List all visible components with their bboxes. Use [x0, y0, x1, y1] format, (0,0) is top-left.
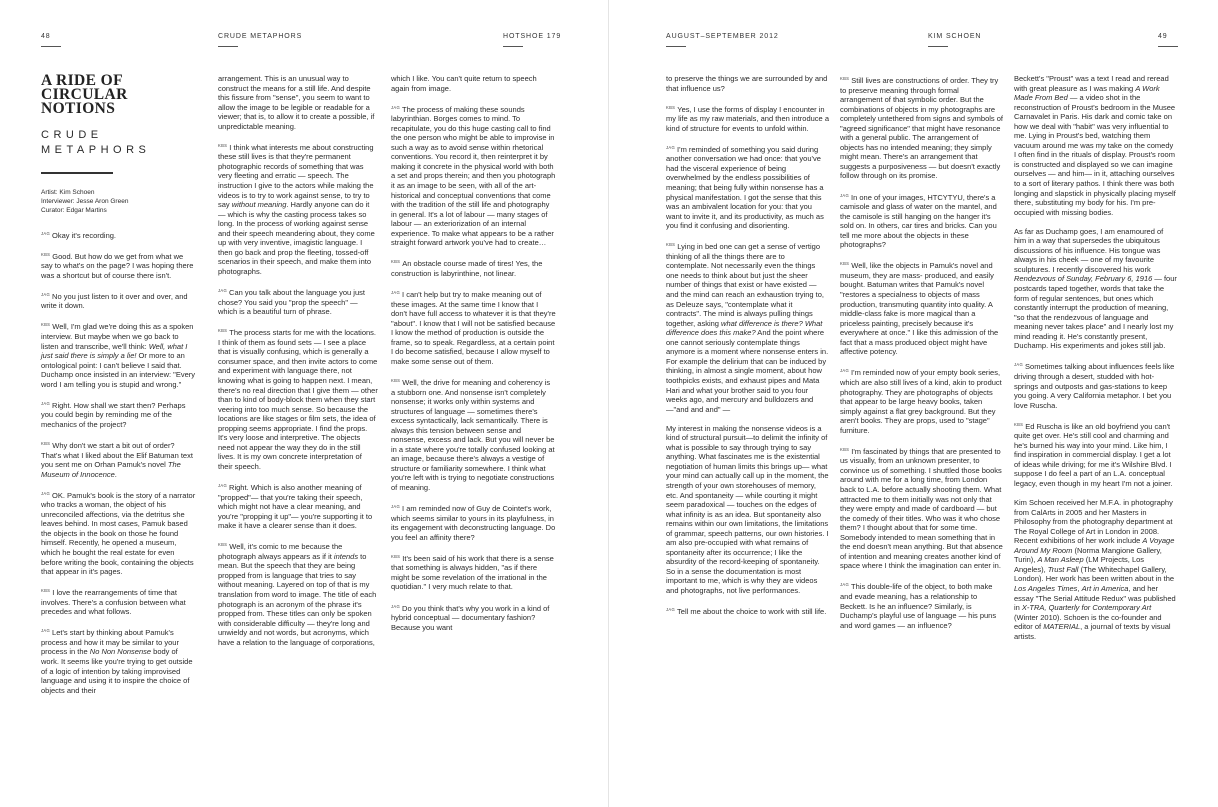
speaker-tag: JAG	[666, 607, 676, 613]
subtitle-line: CRUDE	[41, 129, 103, 141]
interview-paragraph	[391, 376, 556, 493]
paragraph-text: Why don't we start a bit out of order? That's what I liked about the Elif Batuman text you sent me on Orhan Pamuk's novel	[41, 440, 193, 470]
speaker-tag: KBS	[41, 322, 51, 328]
paragraph-text: , and her essay "The Serial Attitude Redux" was published in	[1014, 583, 1176, 613]
right-page	[609, 0, 1218, 807]
interview-paragraph	[666, 424, 829, 596]
paragraph-text: Well, it's comic to me because the photograph always appears as if it	[218, 542, 343, 561]
interview-paragraph	[391, 502, 556, 542]
speaker-tag: JAG	[218, 288, 228, 294]
paragraph-text: Yes, I use the forms of display I encounter in my life as my raw materials, and then introduce a kind of structure for events to unfold within.	[666, 104, 829, 133]
italic-title-text: intends	[333, 551, 359, 561]
interview-paragraph	[1014, 360, 1177, 410]
interview-paragraph	[41, 489, 196, 577]
speaker-tag: JAG	[41, 490, 51, 496]
interview-paragraph	[1014, 74, 1177, 217]
speaker-tag: JAG	[391, 290, 401, 296]
speaker-tag: KBS	[840, 446, 850, 452]
paragraph-text: ,	[1077, 583, 1082, 593]
speaker-tag: JAG	[41, 400, 51, 406]
right-page-number: 49	[1158, 33, 1168, 40]
header-rule	[1158, 46, 1178, 47]
paragraph-text: OK. Pamuk's book is the story of a narrator who tracks a woman, the object of his unreconciled affections, via the detritus she leaves behind. In most cases, Pamuk based the objects in the book on those he found himself. Recently, he opened a museum, which he bought the real estate for even before writing the book, containing the objects that appear in it's pages.	[41, 490, 196, 577]
paragraph-text: Well, I'm glad we're doing this as a spoken interview. But maybe when we go back to listen and transcribe, we'll think:	[41, 322, 194, 351]
paragraph-text: An obstacle course made of tires! Yes, the construction is labyrinthine, not linear.	[391, 259, 543, 278]
speaker-tag: KBS	[41, 440, 51, 446]
article-credits	[41, 188, 196, 215]
interview-paragraph	[218, 540, 378, 647]
interview-paragraph	[41, 586, 196, 617]
paragraph-text: The process starts for me with the locations. I think of them as found sets — I see a place that is visually confusing, which is generally a consumer space, and then invite actors to come and experiment with language there, not knowing what is going to happen next. I mean, there's no real direction that I give them — other than to kind of body-block them when they start veering into too much sense. So because the locations are like stages or film sets, the idea of propping seems appropriate. I find the props. It's very loose and interpretive. The objects need not appear the way they do in the still lives. It is my own concrete interpretation of their speech.	[218, 328, 378, 471]
paragraph-text: Lying in bed one can get a sense of vertigo thinking of all the things there are to contemplate. Not necessarily even the things one needs to think about but just the sheer number of things that exist or have existed — and the mind can reach an exhaustion trying to, as Deleuze says, "contemplate what it contracts". The mind is always pulling things together, asking	[666, 242, 825, 328]
paragraph-text: I think what interests me about constructing these still lives is that they're permanent photographic records of something that was very fleeting and erratic — speech. The instruction I give to the actors while making the videos is to try to work against sense, to try to say	[218, 142, 374, 210]
paragraph-text: arrangement. This is an unusual way to construct the means for a still life. And despite this fissure from "sense", you seem to want to allow the image to be legible or readable for a viewer; that is, to allow it to create a possible, if unpredictable meaning.	[218, 74, 375, 131]
issue-date-label: AUGUST–SEPTEMBER 2012	[666, 33, 779, 40]
paragraph-text: Tell me about the choice to work with still life.	[677, 607, 827, 617]
magazine-issue-label: HOTSHOE 179	[503, 33, 562, 40]
title-line: A RIDE OF	[41, 72, 123, 89]
speaker-tag: KBS	[218, 328, 228, 334]
paragraph-text: Kim Schoen received her M.F.A. in photography from CalArts in 2005 and her Masters in Philosophy from the photography department at The Royal College of Art in London in 2008. Recent exhibitions of her work include	[1014, 498, 1173, 546]
italic-title-text: No Non Nonsense	[89, 647, 152, 657]
interview-paragraph	[1014, 498, 1177, 641]
interview-paragraph	[1014, 227, 1177, 351]
paragraph-text: Right. Which is also another meaning of "propped"— that you're taking their speech, which might not have a clear meaning, and you're "propping it up"— you're supporting it to make it have a clearer sense than it does.	[218, 482, 373, 531]
speaker-tag: KBS	[391, 259, 401, 265]
left-page-number: 48	[41, 33, 51, 40]
paragraph-text: Let's start by thinking about Pamuk's process and how it may be similar to your process in the	[41, 628, 179, 657]
interview-paragraph	[391, 288, 556, 366]
italic-title-text: A Work Made From Bed	[1014, 83, 1160, 103]
interview-paragraph	[840, 191, 1003, 250]
paragraph-text: which I like. You can't quite return to speech again from image.	[391, 74, 537, 93]
paragraph-text: .	[114, 469, 117, 479]
interview-paragraph	[218, 481, 378, 531]
interview-paragraph	[41, 290, 196, 311]
subtitle-line: METAPHORS	[41, 144, 151, 156]
paragraph-text: Do you think that's why you work in a kind of hybrid conceptual — documentary fashion? Because you want	[391, 603, 550, 632]
interview-paragraph	[218, 141, 378, 277]
interview-paragraph	[666, 74, 829, 93]
header-rule	[503, 46, 523, 47]
interview-paragraph	[391, 257, 556, 278]
speaker-tag: JAG	[391, 603, 401, 609]
speaker-tag: JAG	[1014, 362, 1024, 368]
speaker-tag: KBS	[41, 588, 51, 594]
speaker-tag: JAG	[41, 291, 51, 297]
left-section-title: CRUDE METAPHORS	[218, 33, 303, 40]
speaker-tag: KBS	[218, 142, 228, 148]
speaker-tag: KBS	[840, 261, 850, 267]
paragraph-text: Well, like the objects in Pamuk's novel and museum, they are mass- produced, and easily bought. Batuman writes that Pamuk's novel "restores a specialness to objects of mass production, transmuting quantity into quality. A middle-class fake is more magical than a priceless painting, precisely because it's everywhere at once." I like this admission of the fact that a mass produced object might have affective potency.	[840, 261, 999, 357]
speaker-tag: JAG	[41, 230, 51, 236]
article-column-2	[218, 74, 378, 657]
speaker-tag: JAG	[391, 504, 401, 510]
italic-title-text: without meaning	[231, 200, 287, 210]
header-rule	[218, 46, 238, 47]
interview-paragraph	[218, 326, 378, 471]
italic-title-text: Rendezvous of Sunday, February 6, 1916	[1014, 274, 1153, 284]
credit-line: Interviewer: Jesse Aron Green	[41, 197, 129, 205]
italic-title-text: X-TRA, Quarterly for Contemporary Art	[1021, 603, 1152, 613]
interview-paragraph	[666, 103, 829, 134]
paragraph-text: Good. But how do we get from what we say to what's on the page? I was hoping there was a shortcut but of course there isn't.	[41, 251, 194, 280]
article-column-6	[1014, 74, 1177, 651]
speaker-tag: JAG	[218, 482, 228, 488]
paragraph-text: to preserve the things we are surrounded by and that influence us?	[666, 74, 828, 93]
paragraph-text: . Hardly anyone can do it — which is why the casting process takes so long. In the process of working against sense and their speech meandering about, they come up with very inventive, imagistic language. I then go back and prop the fleeting, tossed-off scenarios in their speech, and make them into photographs.	[218, 200, 375, 276]
header-rule	[666, 46, 686, 47]
paragraph-text: Well, the drive for meaning and coherency is a stubborn one. And nonsense isn't completely nonsense; it works only within systems and structures of language — sometimes there's excess syntactically, lack semantically. There is always this tension between sense and nonsense, excess and lack. But you will never be in a state where you're totally confused looking at an image, because there's always a vestige of structure or familiarity somewhere. I think what you're left with is trying to negotiate constructions of meaning.	[391, 377, 555, 492]
interview-paragraph	[41, 626, 196, 695]
title-rule	[41, 172, 113, 174]
interview-paragraph	[41, 439, 196, 479]
speaker-tag: KBS	[218, 542, 228, 548]
column-body	[41, 229, 196, 696]
interview-paragraph	[391, 602, 556, 633]
paragraph-text: Ed Ruscha is like an old boyfriend you can't quite get over. He's still cool and charming and he's burned his way into your mind. Like him, I find inspiration in commercial display. I get a lot of ideas while driving; for me it's Wilshire Blvd. I suppose I do feel a part of an L.A. conceptual legacy, even though in my heart I'm not a joiner.	[1014, 421, 1173, 488]
credit-line: Artist: Kim Schoen	[41, 188, 95, 196]
paragraph-text: Beckett's "Proust" was a text I read and reread with great pleasure as I was making	[1014, 74, 1169, 93]
interview-paragraph	[840, 445, 1003, 571]
speaker-tag: JAG	[840, 582, 850, 588]
interview-paragraph	[666, 143, 829, 231]
paragraph-text: (Norma Mangione Gallery, Turin),	[1014, 545, 1162, 565]
paragraph-text: The process of making these sounds labyrinthian. Borges comes to mind. To recapitulate, you do this huge casting call to find the one person who might be able to improvise in such a way as to avoid sense within rhetorical conventions. You record it, then reinterpret it by making it concrete in the physical world with both a set and props therein; and then you photograph it as an image to be seen, with all of the art-historical and conceptual conventions that come with the tradition of the still life and photography in general. It's a lot of labour — many stages of labour — an exteriorization of an internal experience. To make what appears to be a rather straight forward artwork you've had to create…	[391, 104, 556, 248]
article-column-4	[666, 74, 829, 626]
paragraph-text: (LM Projects, Los Angeles),	[1014, 555, 1145, 574]
column-body	[391, 74, 556, 632]
article-column-5	[840, 74, 1003, 640]
italic-title-text: The Museum of Innocence	[41, 460, 181, 479]
speaker-tag: KBS	[391, 377, 401, 383]
interview-paragraph	[1014, 420, 1177, 489]
paragraph-text: I am reminded now of Guy de Cointet's work, which seems similar to yours in its playfulness, in its engagement with deconstructing language. Do you feel an affinity there?	[391, 504, 556, 542]
column-body	[1014, 74, 1177, 641]
paragraph-text: I'm fascinated by things that are presented to us visually, from an unknown presenter, to convince us of something. I shuttled those books around with me for a long time, from London back to L.A. before actually shooting them. What attracted me to them initially was not only that they were empty and made of cardboard — but the comedy of their titles. Who was it who chose them? I thought about that for some time. Somebody intended to mean something that in the end doesn't mean anything. But that absence of intention and meaning creates another kind of space where I think the imagination can enter in.	[840, 446, 1003, 571]
header-rule	[41, 46, 61, 47]
paragraph-text: — four postcards taped together, words that take the form of regular sentences, but ones which constantly interrupt the production of meaning, "so that the rendezvous of language and meaning never takes place" and I nearly lost my mind reading it. He's constantly present, Duchamp. His experiments and jokes still jab.	[1014, 274, 1177, 351]
article-column-1	[41, 74, 196, 705]
paragraph-text: No you just listen to it over and over, and write it down.	[41, 291, 188, 311]
speaker-tag: KBS	[666, 104, 676, 110]
interview-paragraph	[41, 399, 196, 430]
paragraph-text: My interest in making the nonsense videos is a kind of structural pursuit—to delimit the infinity of what is possible to say through trying to say anything. What fascinates me is the existential negotiation of human limits this brings up— what your mind can actually call up in the moment, the strength of your own storehouses of memory, etc. And spontaneity — while courting it might seem paradoxical — touches on the edges of what infinity is as an idea. But spontaneity also remains within our own limitations, the limitations of grammar, speech patterns, our own histories. I am also pre-occupied with what remains of spontaneity after its occurrence; I like the absurdity of the record-keeping of spontaneity. So in a sense the documentation is most important to me, which is why they are videos and photographs, not live performances.	[666, 423, 829, 595]
interview-paragraph	[391, 552, 556, 592]
paragraph-text: I'm reminded of something you said during another conversation we had once: that you've had the visceral experience of being overwhelmed by the endless possibilities of meaning; that being fully within nonsense has a physical manifestation. I got the sense that this was an ambivalent location for you: that you want to invite it, and its productivity, as much as you find it confusing and disorienting.	[666, 144, 824, 231]
interview-paragraph	[41, 250, 196, 281]
paragraph-text: Or more to an ontological point: I can't believe I said that. Duchamp once insisted in an interview: "Every word I am telling you is stupid and wrong."	[41, 351, 195, 389]
interview-paragraph	[840, 259, 1003, 356]
paragraph-text: Can you talk about the language you just chose? You said you "prop the speech" — which is a beautiful turn of phrase.	[218, 288, 365, 317]
credit-line: Curator: Edgar Martins	[41, 206, 107, 214]
speaker-tag: JAG	[391, 104, 401, 110]
italic-title-text: Well, what I just said there is simply a lie!	[41, 341, 188, 361]
interview-paragraph	[218, 286, 378, 317]
paragraph-text: , a journal of texts by visual artists.	[1014, 622, 1171, 641]
paragraph-text: (The Whitechapel Gallery, London). Her work has been written about in the	[1014, 564, 1175, 584]
article-title	[41, 74, 196, 116]
interview-paragraph	[218, 74, 378, 131]
speaker-tag: KBS	[1014, 421, 1024, 427]
article-column-3	[391, 74, 556, 642]
paragraph-text: body of work. It seems like you're trying to get outside of a logic of intention by taking improvised language and using it to inspire the choice of objects and their	[41, 647, 193, 695]
interview-paragraph	[41, 320, 196, 389]
paragraph-text: I love the rearrangements of time that involves. There's a confusion between what precedes and what follows.	[41, 588, 186, 617]
paragraph-text: Sometimes talking about influences feels like driving through a desert, studded with hot-springs and outposts and gas-stations to keep you going. A very California metaphor. I bet you love Ruscha.	[1014, 362, 1175, 410]
paragraph-text: Still lives are constructions of order. They try to preserve meaning through formal arrangement of that symbolic order. But the combinations of objects in my photographs are completely untethered from signs and symbols of "agreed significance" that might have resonance with a general public. The arrangement of objects has no intended meaning; they simply might mean. There's an arrangement that suggests a purposiveness — but doesn't exactly follow through on its promise.	[840, 76, 1003, 181]
italic-title-text: Art in America	[1081, 583, 1129, 593]
speaker-tag: JAG	[41, 628, 51, 634]
italic-title-text: MATERIAL	[1043, 622, 1081, 632]
paragraph-text: (Winter 2010). Schoen is the co-founder and editor of	[1014, 612, 1162, 632]
italic-title-text: A Man Asleep	[1037, 555, 1084, 565]
paragraph-text: It's been said of his work that there is a sense that something is always hidden, "as if there might be some revelation of the irrational in the quotidian." I very much relate to that.	[391, 553, 554, 592]
title-line: NOTIONS	[41, 100, 116, 117]
title-line: CIRCULAR	[41, 86, 128, 103]
speaker-tag: KBS	[41, 251, 51, 257]
italic-title-text: Los Angeles Times	[1014, 583, 1078, 593]
interview-paragraph	[840, 366, 1003, 435]
paragraph-text: Okay it's recording.	[52, 230, 117, 240]
interview-paragraph	[666, 605, 829, 617]
italic-title-text: A Voyage Around My Room	[1014, 536, 1175, 555]
speaker-tag: JAG	[666, 144, 676, 150]
speaker-tag: JAG	[840, 368, 850, 374]
column-body	[840, 74, 1003, 630]
header-rule	[928, 46, 948, 47]
speaker-tag: KBS	[840, 76, 850, 81]
paragraph-text: And the point where one cannot seriously contemplate things anymore is a moment where nonsense enters in. For example the delirium that can be induced by thinking, in almost a single moment, about how toothpicks exists, and exhaust pipes and Mata Hari and what your brother said to you four weeks ago, and mercury and bulldozers and —"and and and" —	[666, 328, 829, 414]
interview-paragraph	[840, 580, 1003, 630]
article-subtitle	[41, 128, 196, 158]
interview-paragraph	[41, 229, 196, 241]
paragraph-text: to mean. But the speech that they are being propped from is language that tries to say without meaning. Layered on top of that is my translation from word to image. The title of each photograph is an acronym of the phrase it's propped from. These titles can only be spoken with considerable difficulty — they're long and unwieldy and not words, but acronyms, which have a relation to the language of corporations,	[218, 551, 377, 647]
paragraph-text: Right. How shall we start then? Perhaps you could begin by reminding me of the mechanics of the project?	[41, 400, 186, 429]
paragraph-text: In one of your images, HTCYTYU, there's a camisole and glass of water on the mantel, and the camisole is still hanging on the hanger it's sold on. In others, car tires and bricks. Can you tell me more about the objects in these photographs?	[840, 192, 997, 250]
italic-title-text: Trust Fall	[1047, 564, 1079, 574]
speaker-tag: KBS	[391, 553, 401, 559]
column-body	[666, 74, 829, 617]
italic-title-text: what difference is there? What difference does this make?	[666, 318, 823, 338]
interview-paragraph	[391, 103, 556, 248]
interview-paragraph	[391, 74, 556, 93]
column-body	[218, 74, 378, 647]
interview-paragraph	[840, 74, 1003, 181]
paragraph-text: I'm reminded now of your empty book series, which are also still lives of a kind, akin to product photography. They are photographs of objects that appear to be large heavy books, taken simply against a flat grey background. But they aren't books. They are props, used to "stage" furniture.	[840, 368, 1002, 435]
speaker-tag: JAG	[840, 192, 850, 198]
interview-paragraph	[666, 240, 829, 414]
paragraph-text: I can't help but try to make meaning out of these images. At the same time I know that I don't have full access to whatever it is that they're "about". I know that I will not be satisfied because I know the method of production is outside the frame, so to speak. Regardless, at a certain point I do become satisfied, because I allow myself to make some sense out of them.	[391, 290, 556, 366]
speaker-tag: KBS	[666, 242, 676, 248]
artist-name-label: KIM SCHOEN	[928, 33, 982, 40]
paragraph-text: As far as Duchamp goes, I am enamoured of him in a way that supersedes the ubiquitous discussions of his influence. His tongue was always in his cheek — one of my favourite sculptures. I recently discovered his work	[1014, 226, 1164, 274]
paragraph-text: This double-life of the object, to both make and evade meaning, has a relationship to Beckett. Is he an influence? Similarly, is Duchamp's playful use of language — his puns and word games — an influence?	[840, 582, 997, 630]
paragraph-text: — a video shot in the reconstruction of Proust's bedroom in the Musee Carnavalet in Paris. His dark and comic take on how we deal with "habit" was very influential to me. Lying in Proust's bed, watching them vacuum around me was my take on the comedy I often find in the rituals of display. Proust's room is constructed and displayed so we can imagine ourselves — and him— in it, attaching ourselves to a sort of literary pathos. I think there was both longing and slapstick in physically placing myself there, substituting my body for his. I'm pre-occupied with missing bodies.	[1014, 93, 1176, 217]
